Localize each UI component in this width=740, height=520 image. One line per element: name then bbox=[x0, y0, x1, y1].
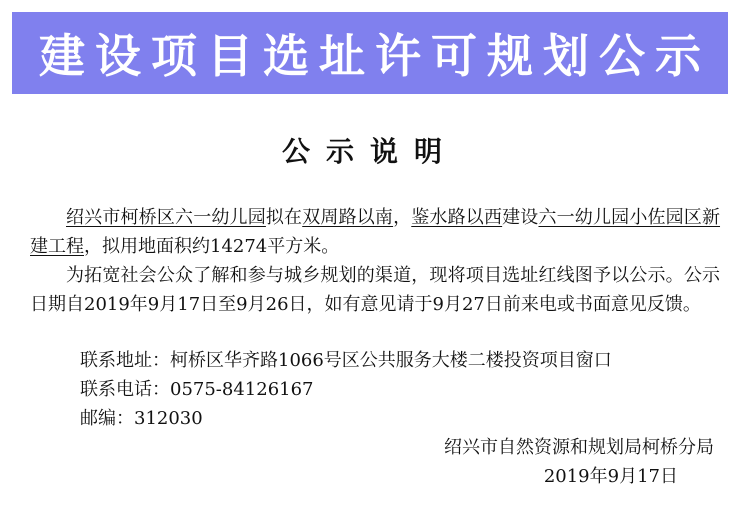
notice-heading: 公示说明 bbox=[281, 135, 458, 168]
text-segment: ， bbox=[393, 207, 412, 228]
contact-phone: 联系电话：0575-84126167 bbox=[80, 379, 314, 400]
text-segment: 建设 bbox=[502, 207, 539, 228]
signature-org: 绍兴市自然资源和规划局柯桥分局 bbox=[444, 437, 714, 458]
location-west: 鉴水路以西 bbox=[411, 207, 503, 228]
location-south: 双周路以南 bbox=[302, 207, 394, 228]
project-name: 六一幼儿园小佐园区新建工程 bbox=[30, 207, 721, 257]
banner-title: 建设项目选址许可规划公示 bbox=[39, 29, 711, 83]
contact-address: 联系地址：柯桥区华齐路1066号区公共服务大楼二楼投资项目窗口 bbox=[80, 350, 612, 371]
text-segment: ，拟用地面积约14274平方米。 bbox=[84, 236, 340, 257]
contact-postcode: 邮编：312030 bbox=[80, 408, 203, 429]
notice-body bbox=[30, 203, 720, 319]
paragraph-notice: 为拓宽社会公众了解和参与城乡规划的渠道，现将项目选址红线图予以公示。公示日期自2019年9月17日至9月26日，如有意见请于9月27日前来电或书面意见反馈。 bbox=[30, 265, 720, 315]
applicant-name: 绍兴市柯桥区六一幼儿园 bbox=[66, 207, 266, 228]
paragraph-project bbox=[30, 203, 720, 261]
title-banner bbox=[12, 12, 728, 94]
signature-date: 2019年9月17日 bbox=[543, 466, 678, 487]
text-segment: 拟在 bbox=[265, 207, 303, 228]
